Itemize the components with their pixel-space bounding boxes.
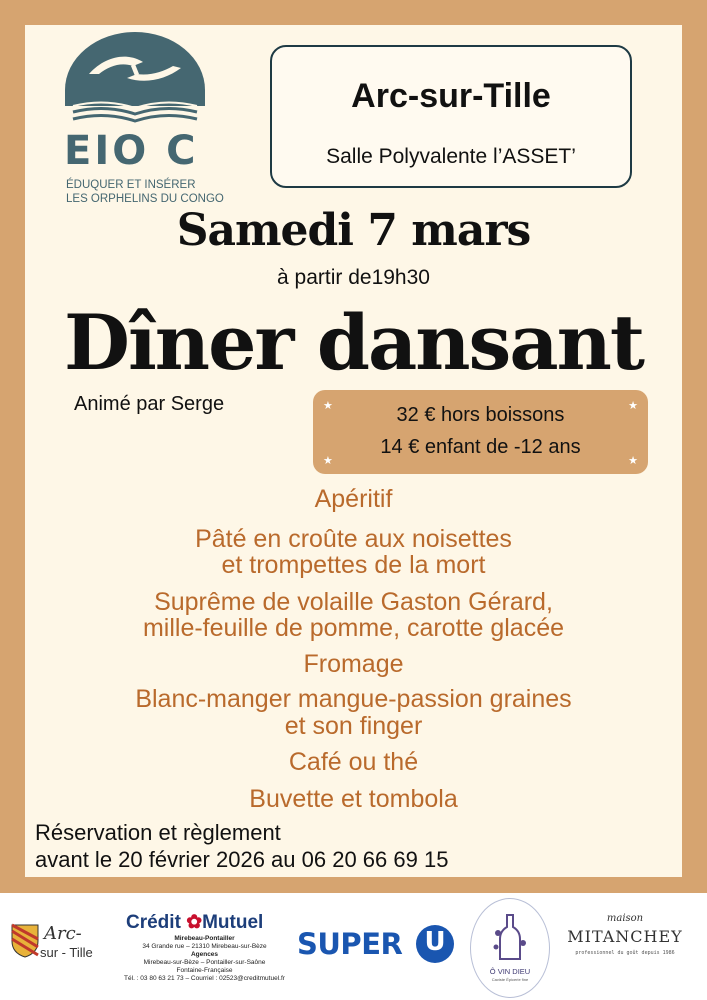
star-icon: ★ xyxy=(323,399,333,412)
super-u-badge xyxy=(416,925,454,963)
menu-item: Buvette et tombola xyxy=(249,785,458,813)
credit-mutuel-icon: ✿ xyxy=(186,912,203,933)
sponsors-bar xyxy=(0,893,707,1000)
venue-box xyxy=(270,45,632,188)
credit-mutuel-agencies-label: Agences xyxy=(190,951,219,958)
price-adult: 32 € hors boissons xyxy=(396,404,565,426)
star-icon: ★ xyxy=(628,399,638,412)
menu-item: Suprême de volaille Gaston Gérard, xyxy=(154,588,553,616)
mitanchey-sub: professionnel du goût depuis 1986 xyxy=(575,950,675,956)
o-vin-dieu-name: Ô VIN DIEU xyxy=(489,967,531,976)
menu-item: et trompettes de la mort xyxy=(221,551,486,579)
reservation-line-2: avant le 20 février 2026 au 06 20 66 69 15 xyxy=(35,847,449,872)
menu-item: Blanc-manger mangue-passion graines xyxy=(135,685,572,713)
wine-bottle-icon xyxy=(490,913,530,963)
eioc-logo xyxy=(60,28,224,210)
arc-logo-line-1: Arc- xyxy=(44,923,82,944)
menu-item: Pâté en croûte aux noisettes xyxy=(195,525,512,553)
credit-mutuel-name-1: Crédit xyxy=(126,912,181,933)
coat-of-arms-icon xyxy=(10,923,40,959)
venue-hall: Salle Polyvalente l’ASSET’ xyxy=(326,145,576,168)
event-host: Animé par Serge xyxy=(74,393,225,415)
menu-item: Café ou thé xyxy=(288,748,419,776)
event-date: Samedi 7 mars xyxy=(176,205,531,256)
price-child: 14 € enfant de -12 ans xyxy=(380,436,581,458)
menu-item: Apéritif xyxy=(314,485,393,513)
credit-mutuel-address: 34 Grande rue – 21310 Mirebeau-sur-Bèze xyxy=(142,943,267,950)
credit-mutuel-branch: Mirebeau-Pontailler xyxy=(174,935,235,942)
reservation-line-1: Réservation et règlement xyxy=(35,820,281,845)
super-u-text: SUPER xyxy=(297,927,403,961)
credit-mutuel-agencies-2: Fontaine-Française xyxy=(176,967,233,974)
menu-item: Fromage xyxy=(303,650,404,678)
event-title: Dîner dansant xyxy=(64,298,643,387)
credit-mutuel-agencies-1: Mirebeau-sur-Bèze – Pontailler-sur-Saône xyxy=(143,959,266,966)
logo-tagline-1: ÉDUQUER ET INSÉRER xyxy=(66,179,196,191)
maison-mitanchey-logo xyxy=(555,913,695,973)
super-u-logo xyxy=(297,925,462,969)
arc-logo-line-2: sur - Tille xyxy=(40,945,93,960)
event-time: à partir de19h30 xyxy=(277,266,430,289)
mitanchey-prefix: maison xyxy=(606,913,644,924)
venue-city: Arc-sur-Tille xyxy=(351,77,551,115)
logo-name: EIO C xyxy=(64,128,199,174)
hands-book-icon xyxy=(65,28,205,128)
logo-tagline-2: LES ORPHELINS DU CONGO xyxy=(66,193,224,205)
arc-sur-tille-logo xyxy=(8,915,113,975)
star-icon: ★ xyxy=(628,454,638,467)
menu-item: mille-feuille de pomme, carotte glacée xyxy=(142,614,565,642)
credit-mutuel-logo xyxy=(122,911,287,997)
o-vin-dieu-sub: Caviste Épicerie fine xyxy=(491,977,529,982)
credit-mutuel-contact: Tél. : 03 80 63 21 73 – Courriel : 02523@creditmutuel.fr xyxy=(124,975,285,982)
price-box xyxy=(313,390,648,474)
o-vin-dieu-logo xyxy=(470,898,550,998)
menu-item: et son finger xyxy=(284,712,423,740)
credit-mutuel-name-2: Mutuel xyxy=(202,912,264,933)
mitanchey-name: MITANCHEY xyxy=(567,927,683,946)
star-icon: ★ xyxy=(323,454,333,467)
super-u-letter: U xyxy=(424,927,446,957)
